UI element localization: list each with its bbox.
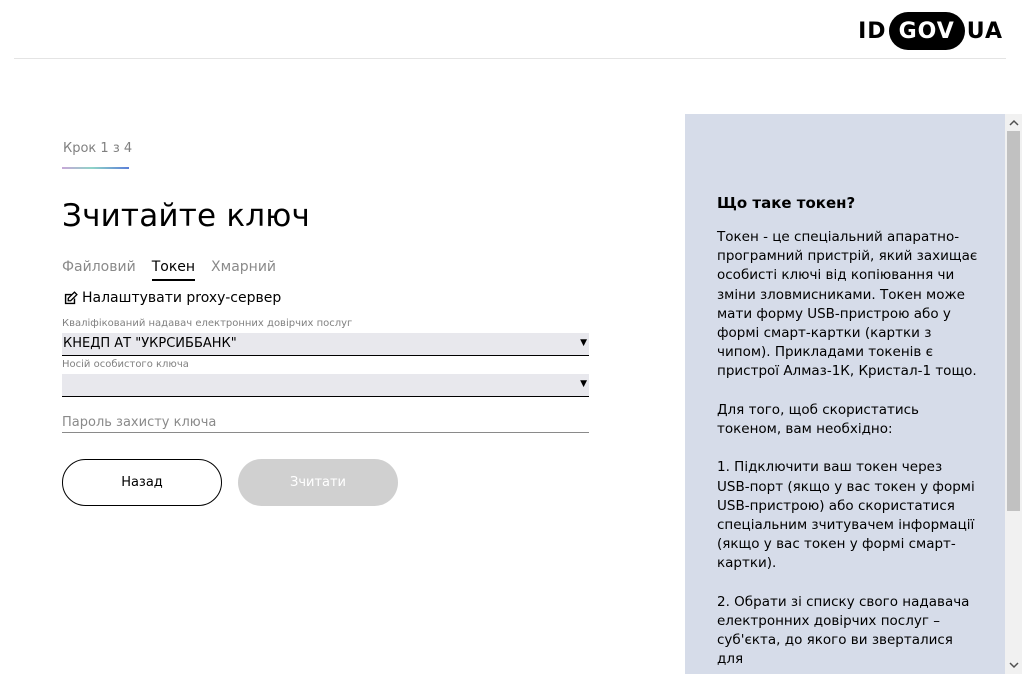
proxy-settings-link[interactable] [63, 290, 281, 306]
chevron-down-icon[interactable] [1005, 657, 1022, 674]
key-media-label: Носій особистого ключа [62, 359, 189, 370]
help-panel-scrollbar[interactable] [1005, 114, 1022, 674]
tab-token[interactable]: Токен [152, 259, 195, 281]
tab-cloud[interactable]: Хмарний [211, 259, 277, 275]
provider-label: Кваліфікований надавач електронних довірчих послуг [62, 318, 353, 329]
triangle-down-icon: ▼ [580, 338, 587, 348]
step-progress-line [62, 167, 129, 169]
provider-value: КНЕДП АТ "УКРСИББАНК" [63, 336, 237, 351]
logo-id: ID [858, 18, 887, 44]
chevron-up-icon[interactable] [1005, 114, 1022, 131]
page-title: Зчитайте ключ [62, 198, 311, 234]
edit-icon [63, 291, 78, 306]
key-media-select[interactable] [62, 374, 589, 397]
header-divider [14, 58, 1006, 59]
proxy-settings-label: Налаштувати proxy-сервер [82, 290, 282, 306]
scroll-thumb[interactable] [1007, 131, 1020, 511]
back-button[interactable]: Назад [62, 459, 222, 506]
key-password-input[interactable]: Пароль захисту ключа [62, 413, 589, 433]
header [0, 0, 1024, 59]
read-button[interactable]: Зчитати [238, 459, 398, 506]
triangle-down-icon: ▼ [580, 379, 587, 389]
help-text: Токен - це спеціальний апаратно-програмний пристрій, який захищає особисті ключі від копіювання чи зміни зловмисниками. Токен може мати форму USB-пристрою або у формі смарт-картки (картки з чипом). Прикладами токенів є пристрої Алмаз-1К, Кристал-1 тощо. Для того, щоб скористатись токеном, вам необхідно: 1. Підключити ваш токен через USB-порт (якщо у вас токен у формі USB-пристрою) або скористатися спеціальним зчитувачем інформації (якщо у вас токен у формі смарт-картки). 2. Обрати зі списку свого надавача електронних довірчих послуг – суб'єкта, до якого ви зверталися для [717, 229, 978, 668]
tab-file[interactable]: Файловий [62, 259, 136, 275]
logo-ua: UA [966, 18, 1003, 44]
logo-gov: GOV [889, 12, 965, 50]
provider-select[interactable] [62, 333, 589, 356]
id-gov-ua-logo[interactable] [858, 12, 1003, 50]
help-title: Що таке токен? [717, 194, 856, 212]
step-indicator: Крок 1 з 4 [63, 141, 133, 156]
key-type-tabs [62, 259, 292, 281]
help-panel [685, 114, 1005, 674]
